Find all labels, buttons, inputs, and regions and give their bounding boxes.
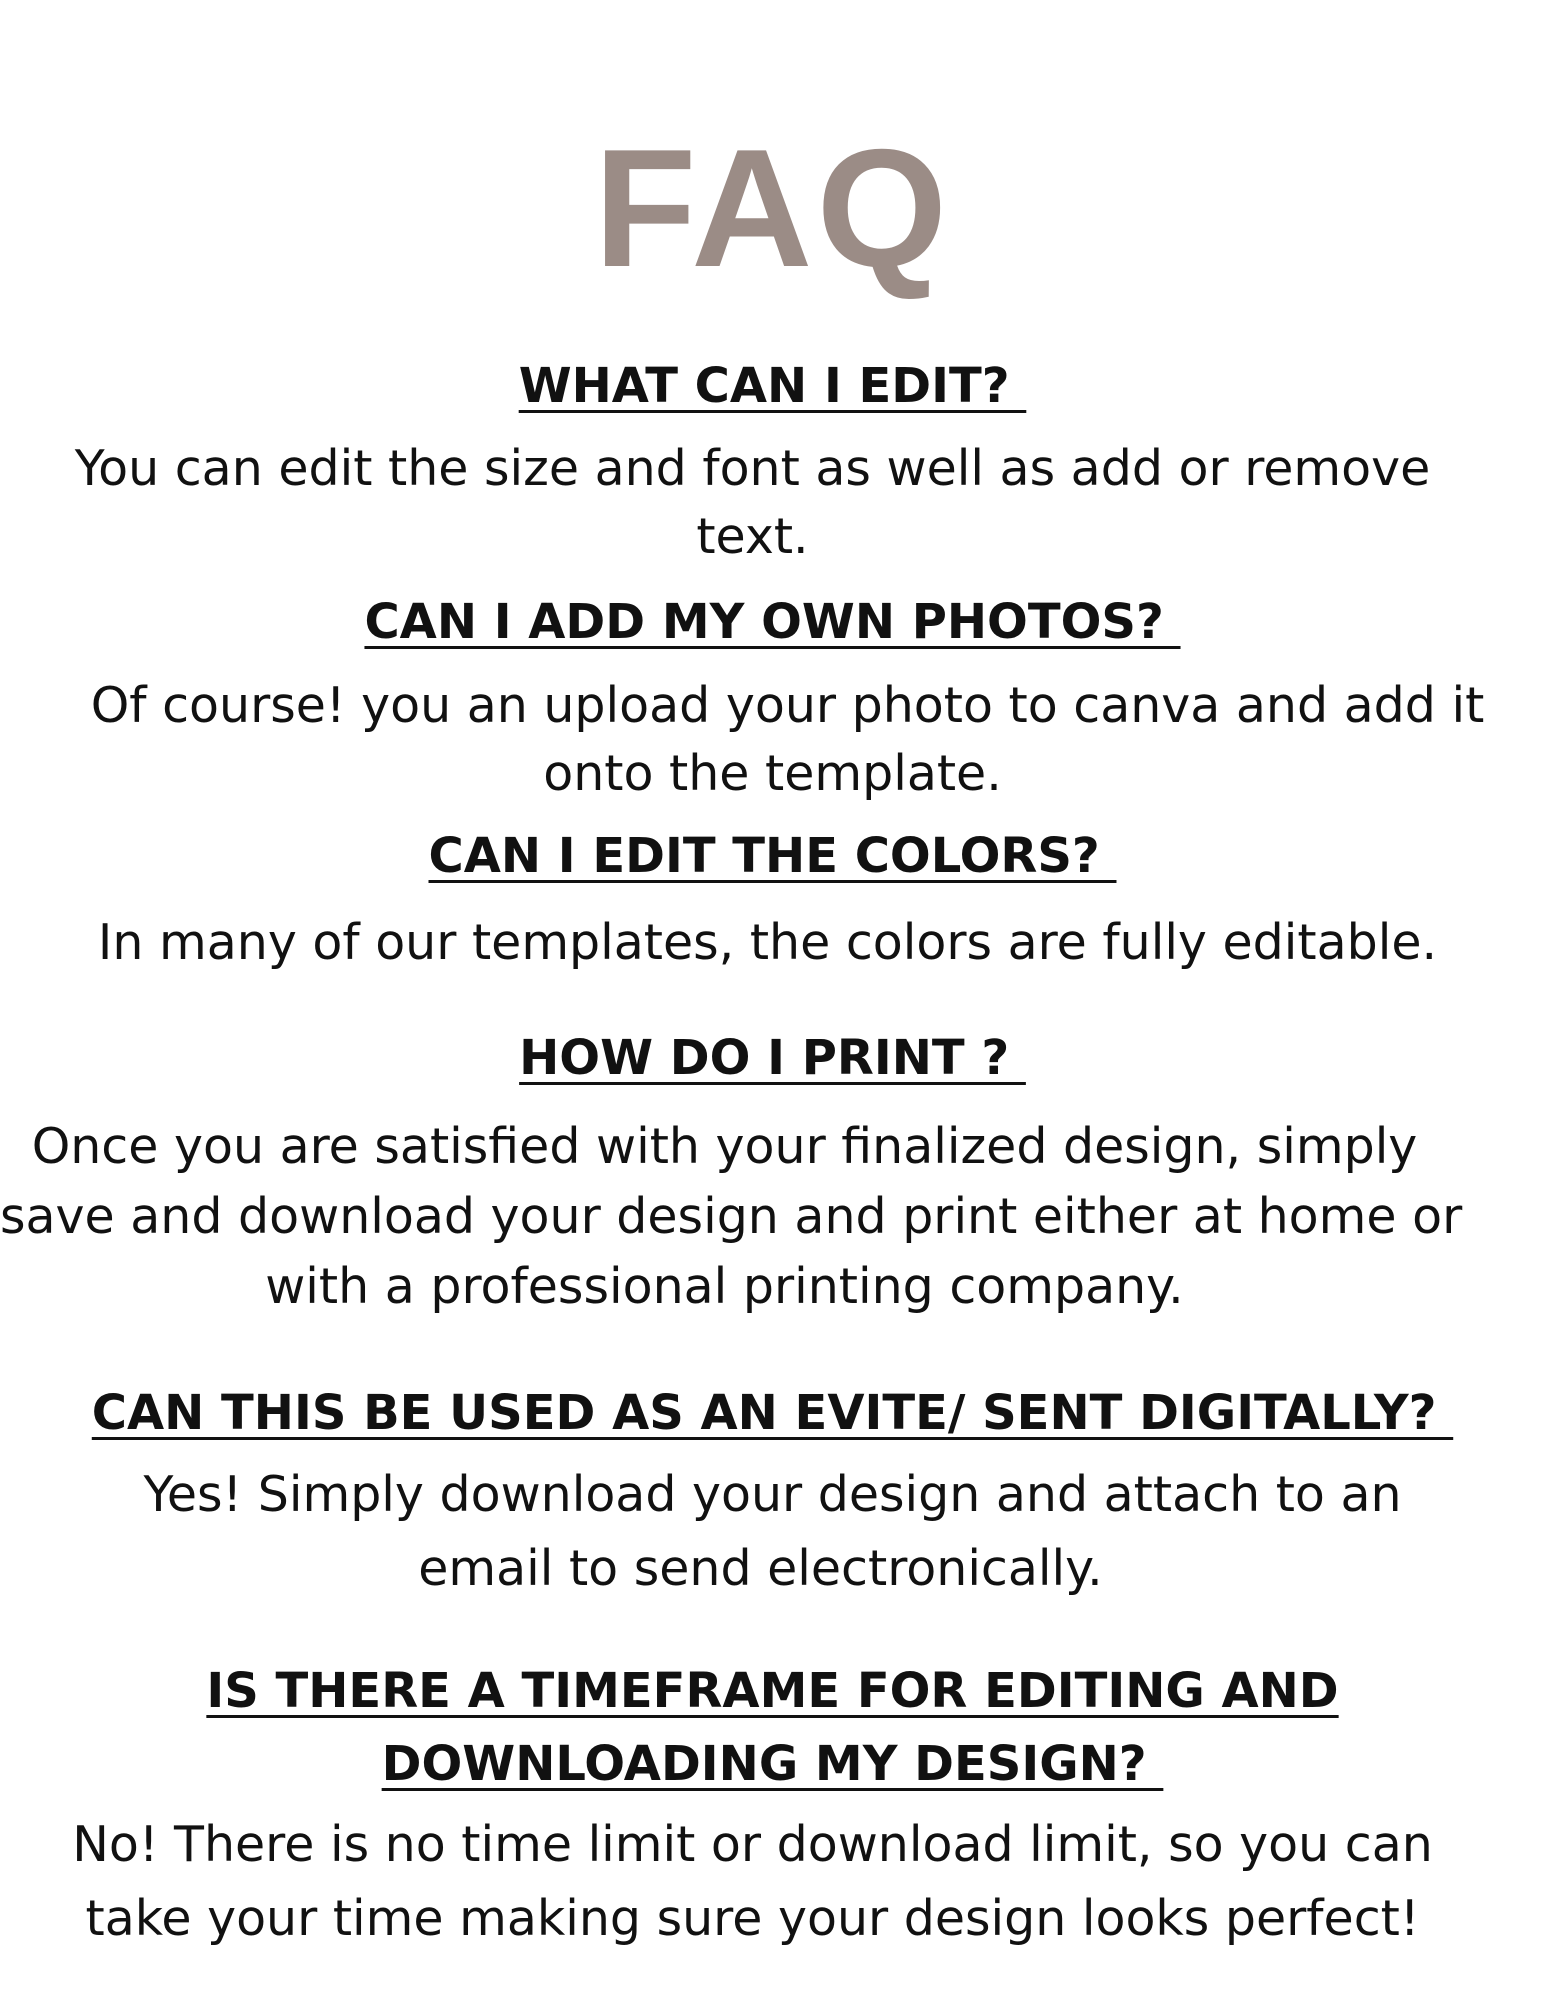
answer-line: Of course! you an upload your photo to canva and add it <box>90 677 1485 734</box>
answer-line: In many of our templates, the colors are fully editable. <box>97 914 1438 971</box>
answer-line: You can edit the size and font as well as add or remove <box>74 440 1431 497</box>
faq-question-edit: WHAT CAN I EDIT? <box>518 358 1027 414</box>
answer-line: Once you are satisfied with your finalized design, simply <box>31 1118 1418 1175</box>
faq-question-colors: CAN I EDIT THE COLORS? <box>428 828 1117 884</box>
faq-question-photos: CAN I ADD MY OWN PHOTOS? <box>364 594 1181 650</box>
answer-line: save and download your design and print either at home or <box>0 1188 1463 1245</box>
faq-answer-photos <box>0 672 1545 808</box>
answer-line: with a professional printing company. <box>265 1258 1184 1315</box>
answer-line: text. <box>696 508 809 565</box>
answer-line: onto the template. <box>543 745 1002 802</box>
faq-answer-colors <box>0 909 1545 977</box>
faq-question-print: HOW DO I PRINT ? <box>519 1030 1026 1086</box>
faq-answer-edit <box>0 435 1545 571</box>
page-title: FAQ <box>593 114 952 302</box>
faq-question-evite: CAN THIS BE USED AS AN EVITE/ SENT DIGITALLY? <box>91 1385 1454 1441</box>
answer-line: Yes! Simply download your design and attach to an <box>143 1466 1402 1523</box>
answer-line: take your time making sure your design looks perfect! <box>85 1890 1420 1947</box>
faq-answer-evite <box>0 1458 1545 1606</box>
answer-line: email to send electronically. <box>418 1540 1103 1597</box>
faq-question-timeframe-line-1: IS THERE A TIMEFRAME FOR EDITING AND <box>206 1663 1339 1719</box>
answer-line: No! There is no time limit or download limit, so you can <box>72 1816 1433 1873</box>
faq-answer-timeframe <box>0 1808 1545 1956</box>
faq-answer-print <box>0 1112 1545 1322</box>
faq-question-timeframe-line-2: DOWNLOADING MY DESIGN? <box>381 1736 1164 1792</box>
